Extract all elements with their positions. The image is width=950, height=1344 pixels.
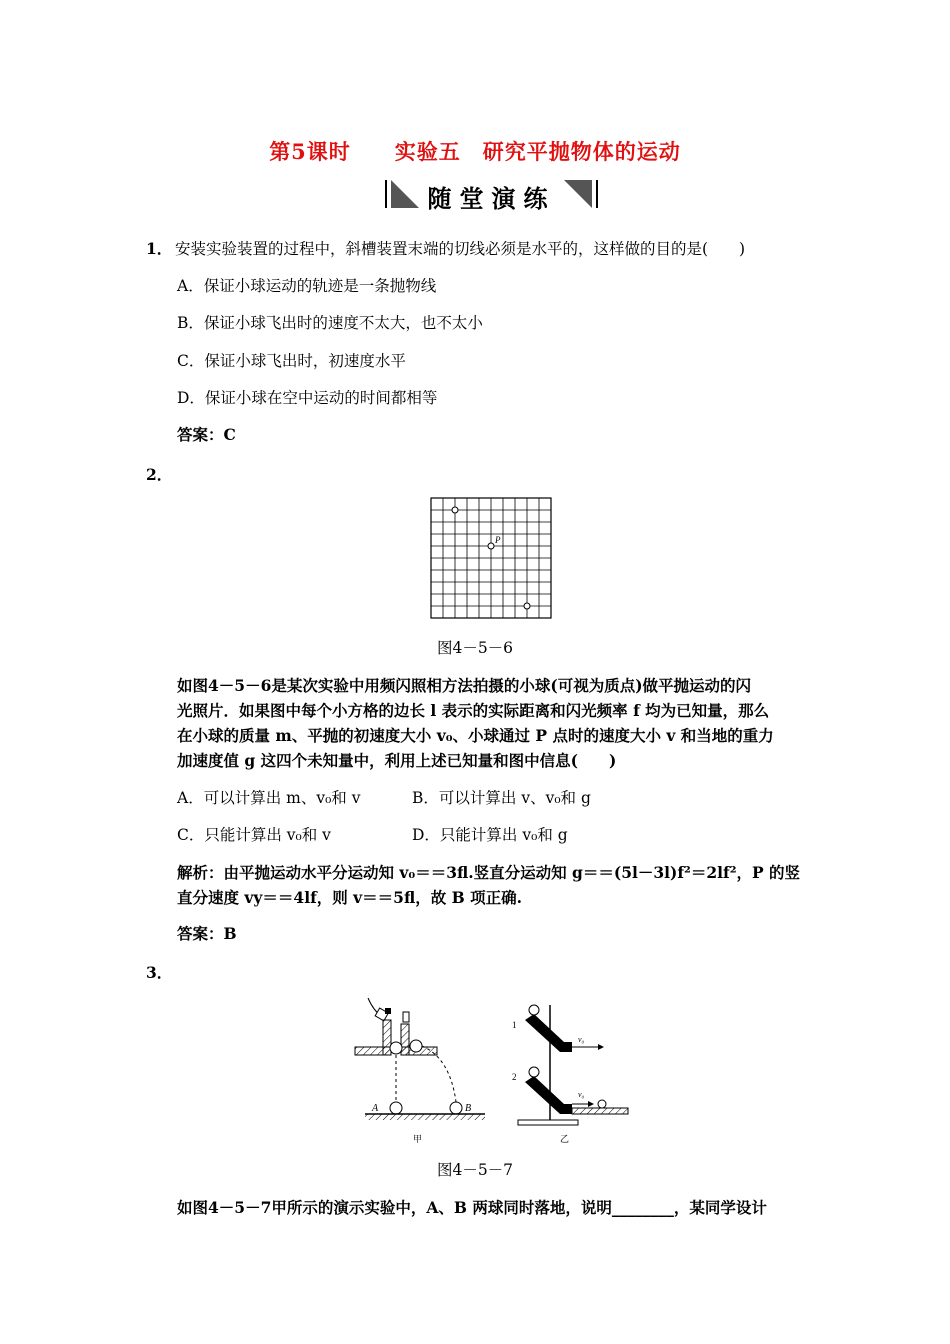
label-1: 1 (512, 1020, 517, 1030)
q1-option-a: A．保证小球运动的轨迹是一条抛物线 (177, 277, 437, 295)
label-b: B (465, 1103, 472, 1114)
ball-point-p (488, 543, 494, 549)
q2-analysis-line-2: 直分速度 vy＝＝4lf，则 v＝＝5fl，故 B 项正确. (177, 888, 522, 907)
q3-stem: 如图4－5－7甲所示的演示实验中，A、B 两球同时落地，说明________，某同学设计 (177, 1198, 767, 1217)
q2-option-c: C．只能计算出 v₀和 v (177, 826, 331, 844)
q2-stem-line-4: 加速度值 g 这四个未知量中，利用上述已知量和图中信息( ) (177, 751, 617, 770)
label-yi: 乙 (560, 1135, 570, 1145)
figure-caption-1: 图4－5－6 (436, 639, 514, 657)
q1-option-d: D．保证小球在空中运动的时间都相等 (177, 389, 438, 407)
q1-option-b: B．保证小球飞出时的速度不太大，也不太小 (177, 314, 483, 332)
banner-text: 随堂演练 (427, 184, 556, 213)
q2-option-a: A．可以计算出 m、v₀和 v (177, 789, 361, 807)
q2-option-b: B．可以计算出 v、v₀和 g (412, 789, 591, 807)
label-2: 2 (512, 1072, 517, 1082)
apparatus-jia (355, 998, 485, 1145)
apparatus-figure (350, 990, 640, 1150)
ball-point-1 (452, 507, 458, 513)
grid-figure (430, 497, 554, 619)
point-p-label: P (495, 535, 501, 545)
label-a: A (372, 1103, 379, 1114)
q2-number: 2． (146, 465, 173, 484)
q1-number: 1． (146, 239, 173, 258)
q2-stem-line-1: 如图4－5－6是某次实验中用频闪照相方法拍摄的小球(可视为质点)做平抛运动的闪 (177, 676, 752, 695)
q2-option-d: D．只能计算出 v₀和 g (412, 826, 568, 844)
page-title: 第5课时 实验五 研究平抛物体的运动 (269, 139, 681, 164)
section-banner (385, 178, 598, 213)
q2-stem-line-2: 光照片．如果图中每个小方格的边长 l 表示的实际距离和闪光频率 f 均为已知量，那么 (177, 701, 770, 720)
q2-analysis-line-1: 解析：由平抛运动水平分运动知 v₀＝＝3fl.竖直分运动知 g＝＝(5l－3l)f²＝2lf²，P 的竖 (177, 863, 801, 882)
q1-answer: 答案：C (177, 425, 236, 444)
apparatus-yi (512, 1005, 628, 1145)
q1-stem: 安装实验装置的过程中，斜槽装置末端的切线必须是水平的，这样做的目的是( ) (175, 240, 746, 258)
label-jia: 甲 (413, 1135, 423, 1145)
label-v0-bottom: v₀ (578, 1090, 585, 1099)
ball-point-3 (524, 603, 530, 609)
q3-number: 3． (146, 963, 173, 982)
q2-analysis (177, 860, 807, 910)
q2-answer: 答案：B (177, 924, 237, 943)
q2-stem-line-3: 在小球的质量 m、平抛的初速度大小 v₀、小球通过 P 点时的速度大小 v 和当地的重力 (177, 726, 774, 745)
label-v0-top: v₀ (578, 1035, 585, 1044)
q1-option-c: C．保证小球飞出时，初速度水平 (177, 352, 406, 370)
q2-stem (177, 673, 807, 773)
figure-caption-2: 图4－5－7 (436, 1161, 514, 1179)
